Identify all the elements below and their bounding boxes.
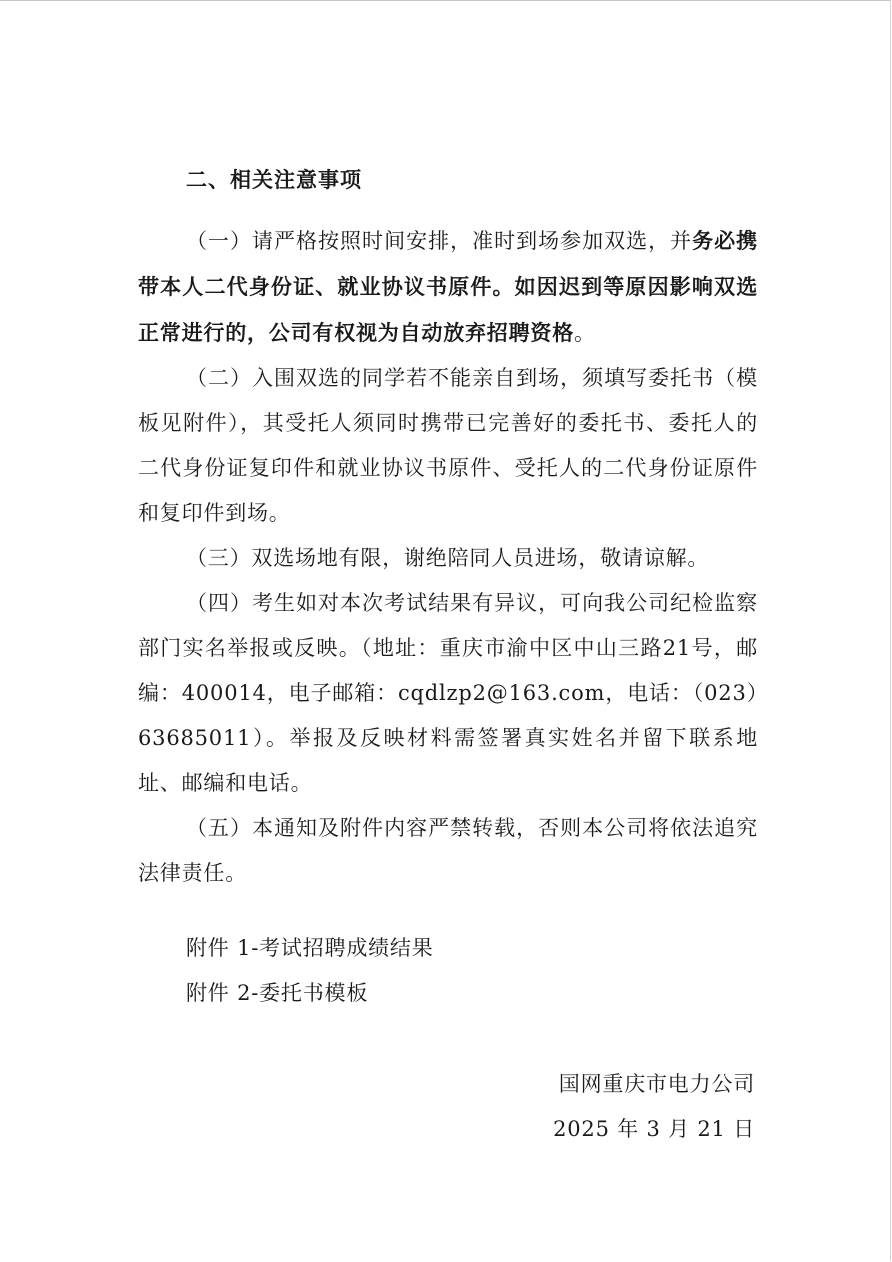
notice-item-4: （四）考生如对本次考试结果有异议，可向我公司纪检监察部门实名举报或反映。（地址：重庆市渝中区中山三路21号，邮编：400014，电子邮箱：cqdlzp2@163.com，电话：（023）63685011）。举报及反映材料需签署真实姓名并留下联系地址、邮编和电话。 (138, 591, 758, 795)
signature-block (553, 1062, 755, 1152)
attachment-item-2: 附件 2-委托书模板 (186, 981, 369, 1005)
attachment-item-1: 附件 1-考试招聘成绩结果 (186, 936, 434, 960)
section-heading: 二、相关注意事项 (186, 167, 362, 192)
notice-item-3: （三）双选场地有限，谢绝陪同人员进场，敬请谅解。 (186, 546, 710, 570)
document-body (138, 160, 758, 896)
signature-date: 2025 年 3 月 21 日 (553, 1117, 755, 1141)
notice-item-1-emphasis: 务必携带本人二代身份证、就业协议书原件。如因迟到等原因影响双选正常进行的，公司有权视为自动放弃招聘资格 (138, 228, 758, 345)
notice-item-1-text: （一）请严格按照时间安排，准时到场参加双选，并 (186, 229, 693, 253)
attachment-list (186, 926, 434, 1016)
notice-item-1-end: 。 (574, 321, 596, 345)
notice-item-1 (138, 218, 758, 356)
notice-item-2: （二）入围双选的同学若不能亲自到场，须填写委托书（模板见附件），其受托人须同时携带已完善好的委托书、委托人的二代身份证复印件和就业协议书原件、受托人的二代身份证原件和复印件到场。 (138, 366, 758, 525)
signature-org: 国网重庆市电力公司 (558, 1072, 755, 1096)
notice-item-5: （五）本通知及附件内容严禁转载，否则本公司将依法追究法律责任。 (138, 816, 758, 885)
